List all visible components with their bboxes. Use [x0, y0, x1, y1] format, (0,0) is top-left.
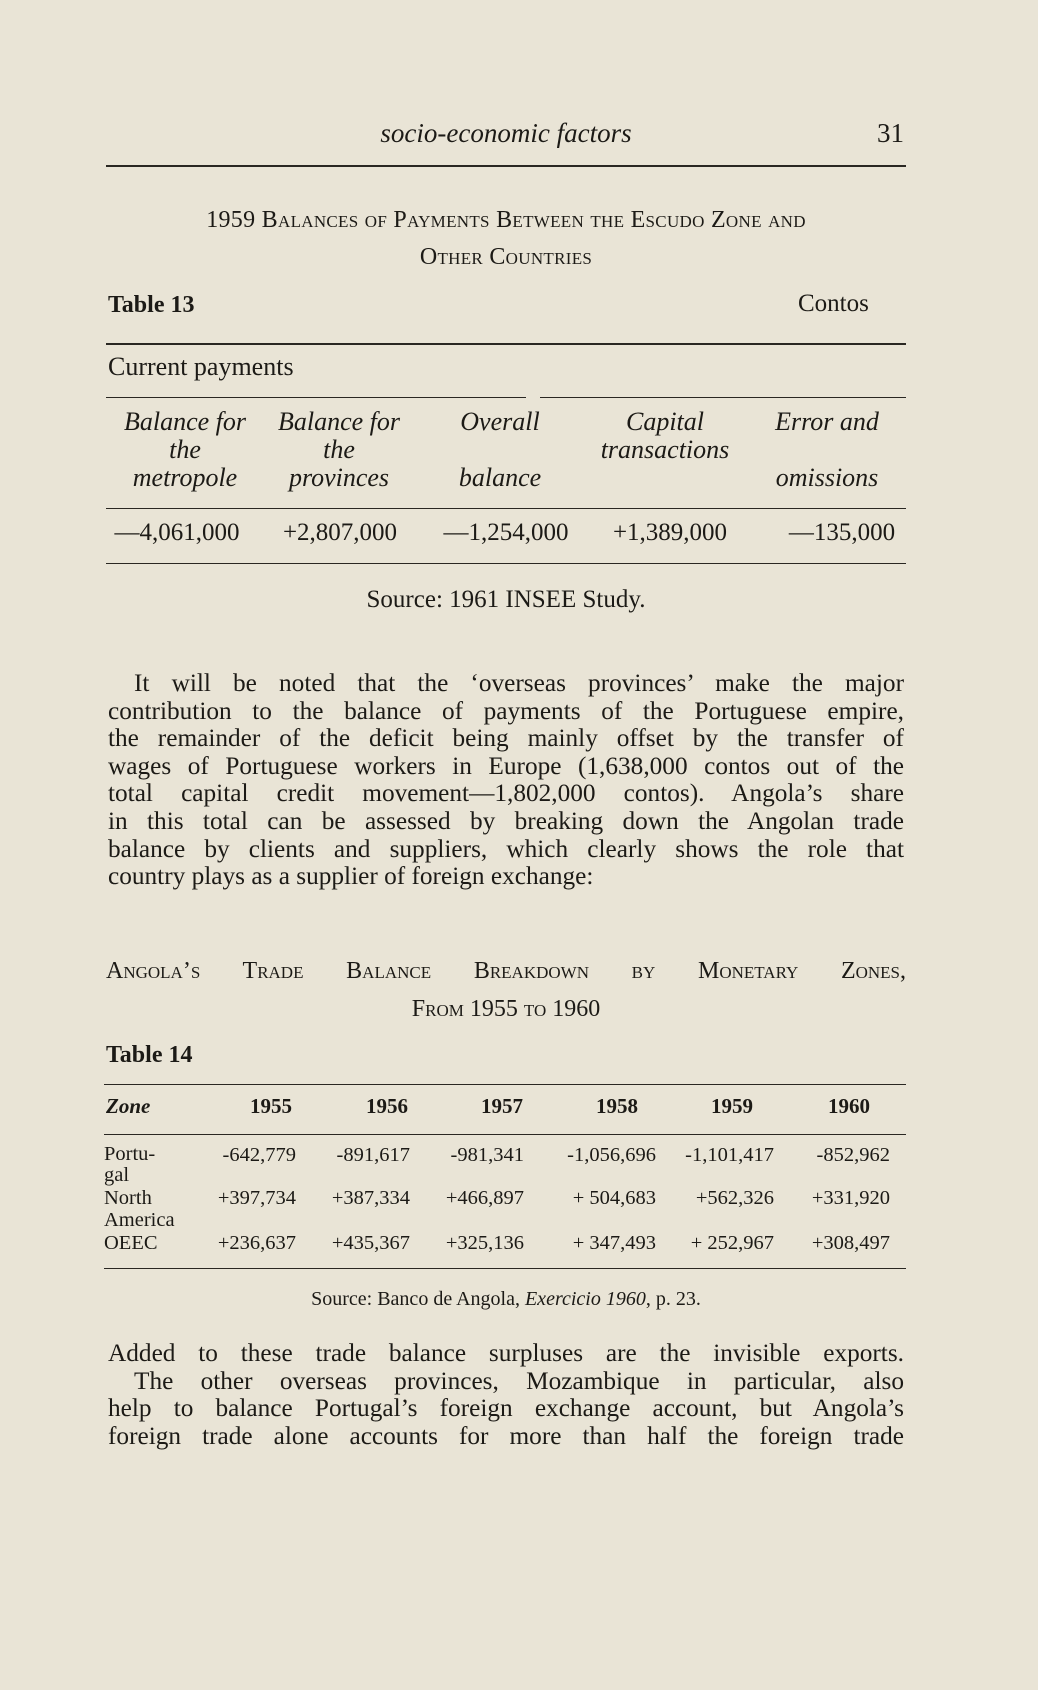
- paragraph1-line: country plays as a supplier of foreign exchange:: [108, 862, 594, 891]
- table13-unit: Contos: [798, 290, 869, 317]
- paragraph1-line: contribution to the balance of payments of the Portuguese empire,: [108, 696, 904, 725]
- table14-cell: -981,341: [450, 1144, 524, 1166]
- table13-label: Table 13: [108, 292, 195, 318]
- table14-cell: +325,136: [445, 1232, 524, 1254]
- table14-zone-cell: North America: [104, 1187, 175, 1231]
- table13-top-rule: [106, 343, 906, 345]
- table14-cell: +331,920: [811, 1187, 890, 1209]
- table13-source: Source: 1961 INSEE Study.: [366, 586, 646, 613]
- table14-header-1957: 1957: [481, 1094, 523, 1118]
- table14-cell: +236,637: [217, 1232, 296, 1254]
- table14-zone-cell: OEEC: [104, 1232, 158, 1254]
- paragraph2-line: Added to these trade balance surpluses are the invisible exports.: [108, 1339, 904, 1367]
- table14-caption: [106, 952, 906, 1028]
- table13-value-metropole: —4,061,000: [114, 519, 240, 546]
- paragraph1-line: balance by clients and suppliers, which clearly shows the role that: [108, 834, 904, 863]
- table13-value-capital: +1,389,000: [612, 519, 728, 546]
- table13-caption-line1: 1959 Balances of Payments Between the Escudo Zone and: [206, 207, 806, 233]
- table14-zone-cell: Portu- gal: [104, 1143, 156, 1186]
- table14-cell: -891,617: [336, 1144, 410, 1166]
- table13-value-errors: —135,000: [788, 519, 896, 546]
- table13-header-metropole: Balance for the metropole: [123, 407, 247, 492]
- table14-cell: -1,101,417: [685, 1144, 774, 1166]
- table14-cell: + 504,683: [572, 1187, 656, 1209]
- paragraph1-line: the remainder of the deficit being mainly offset by the transfer of: [108, 724, 904, 753]
- paragraph2-line: help to balance Portugal’s foreign exchange account, but Angola’s: [108, 1394, 904, 1423]
- table14-header-rule: [104, 1134, 906, 1135]
- table14-cell: +435,367: [331, 1232, 410, 1254]
- table13-header-rule: [106, 508, 906, 509]
- table14-cell: -1,056,696: [567, 1144, 656, 1166]
- table14-cell: +387,334: [331, 1187, 410, 1209]
- table14-source-title: Exercicio 1960: [524, 1288, 646, 1310]
- table13-header-errors: Error and omissions: [775, 407, 879, 492]
- table14-cell: +562,326: [695, 1187, 774, 1209]
- table14-cell: +308,497: [811, 1232, 890, 1254]
- paragraph2-line: The other overseas provinces, Mozambique in particular, also: [134, 1366, 904, 1395]
- table13-caption-line2: Other Countries: [419, 244, 593, 270]
- table14-cell: + 252,967: [690, 1232, 774, 1254]
- table14-caption-line2: From 1955 to 1960: [411, 996, 601, 1022]
- table13-subrule-right: [540, 397, 906, 398]
- body-paragraph-1: [108, 670, 904, 891]
- table13-header-provinces: Balance for the provinces: [277, 407, 401, 492]
- paragraph1-line: in this total can be assessed by breaking down the Angolan trade: [108, 806, 904, 835]
- table14-cell: + 347,493: [572, 1232, 656, 1254]
- table13-header-overall-balance: Overall balance: [458, 407, 542, 492]
- paragraph1-line: It will be noted that the ‘overseas provinces’ make the major: [134, 669, 904, 697]
- table14-header-1960: 1960: [828, 1094, 870, 1118]
- table13-section-label: Current payments: [108, 352, 294, 381]
- body-paragraph-2: [108, 1340, 904, 1450]
- table14-header-1955: 1955: [250, 1094, 292, 1118]
- table14-cell: +397,734: [217, 1187, 296, 1209]
- table14-header-1958: 1958: [596, 1094, 638, 1118]
- table14-header-1959: 1959: [711, 1094, 753, 1118]
- table13-header-capital: Capital transactions: [600, 407, 730, 464]
- table13-caption: [108, 202, 904, 276]
- table14-cell: +466,897: [445, 1187, 524, 1209]
- table14-cell: -642,779: [222, 1144, 296, 1166]
- page-number: 31: [877, 118, 904, 148]
- table14-top-rule: [104, 1084, 906, 1085]
- table14-header-1956: 1956: [366, 1094, 408, 1118]
- table13-value-overall: —1,254,000: [443, 519, 569, 546]
- running-head-title: socio-economic factors: [380, 118, 632, 148]
- table14-label: Table 14: [106, 1042, 193, 1068]
- table13-value-provinces: +2,807,000: [282, 519, 398, 546]
- header-rule: [106, 165, 906, 167]
- table14-bottom-rule: [104, 1268, 906, 1269]
- paragraph1-line: total capital credit movement—1,802,000 contos). Angola’s share: [108, 779, 904, 808]
- table13-bottom-rule: [106, 563, 906, 564]
- table14-header-zone: Zone: [106, 1094, 151, 1118]
- table14-source: Source: Banco de Angola, Exercicio 1960, p. 23.: [311, 1288, 701, 1310]
- table14-cell: -852,962: [816, 1144, 890, 1166]
- table13-subrule-left: [106, 397, 526, 398]
- paragraph1-line: wages of Portuguese workers in Europe (1,638,000 contos out of the: [108, 751, 904, 780]
- table14-caption-line1: Angola’s Trade Balance Breakdown by Monetary Zones,: [106, 958, 906, 984]
- paragraph2-line: foreign trade alone accounts for more than half the foreign trade: [108, 1421, 904, 1450]
